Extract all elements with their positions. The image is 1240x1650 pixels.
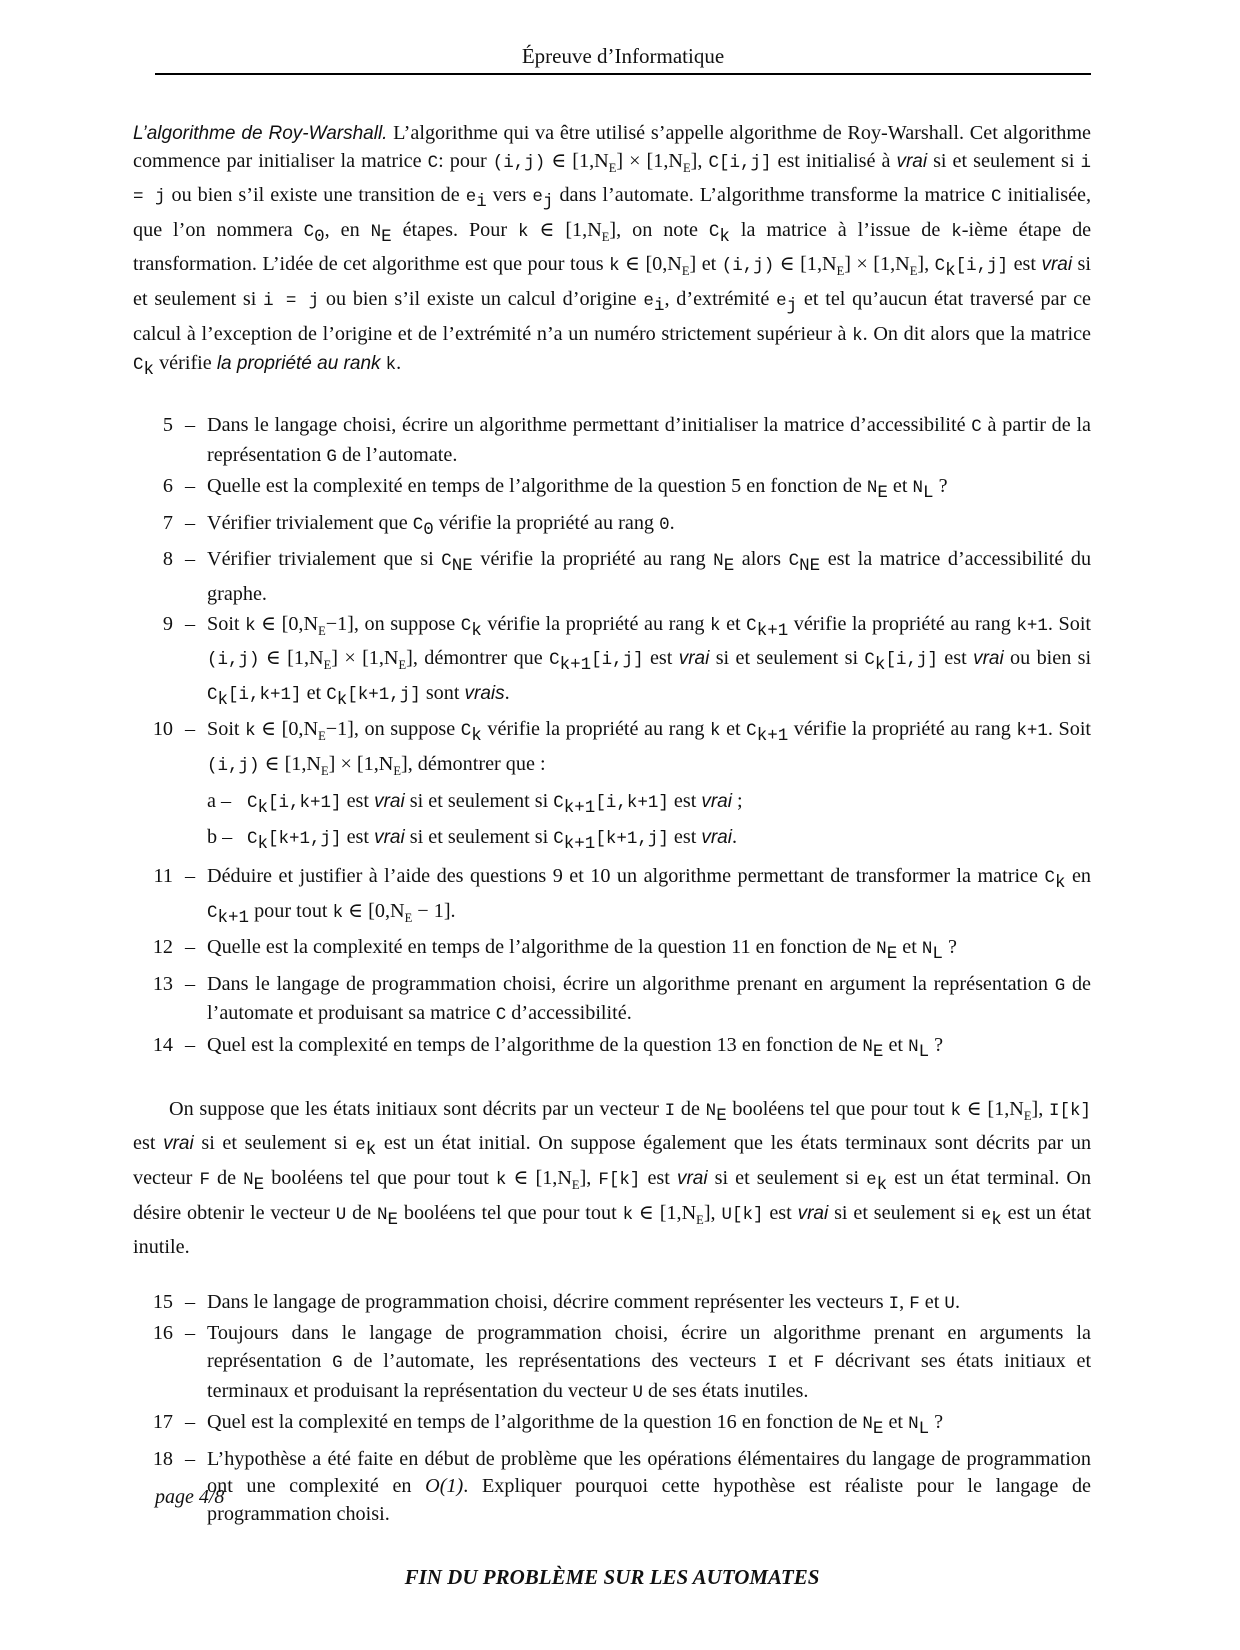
question-16: 16 – Toujours dans le langage de programmation choisi, écrire un algorithme prenant en arguments la représentation G de l’automate, les représentations des vecteurs I et F décrivant ses états initiaux et terminaux et produisant la représentation du vecteur U de ses états inutiles. <box>152 1322 1092 1403</box>
question-10: 10 – Soit k ∈ $[0,N_E-1]$, on suppose $C_k$ vérifie la propriété au rang k et $C_{k+1}$ vérifie la propriété au rang k+1. Soit (i,j) ∈ $[1,N_E] \times [1,N_E]$, démontrer que : a – $C_k[i,k+1]$ est vrai si et seulement si $C_{k+1}[i,k+1]$ est vrai ; b – $C_k[k+1,j]$ est vrai si et seulement si $C_{k+1}[k+1,j]$ est vrai. <box>133 716 1091 861</box>
intro-paragraph: L’algorithme de Roy-Warshall. L’algorithme qui va être utilisé s’appelle algorithme de Roy-Warshall. Cet algorithme commence par initialiser la matrice C: pour (i,j) ∈ $[1,N_E] \times [1,N_E]$, C[i,j] est initialisé à vrai si et seulement si i = j ou bien s’il existe une transition de $e_i$ vers $e_j$ dans l’automate. L’algorithme transforme la matrice C initialisée, que l’on nommera $C_0$, en $N_E$ étapes. Pour k ∈ $[1,N_E]$, on note $C_k$ la matrice à l’issue de k-ième étape de transformation. L’idée de cet algorithme est que pour tous k ∈ $[0,N_E]$ et (i,j) ∈ $[1,N_E] \times [1,N_E]$, $C_k[i,j]$ est vrai si et seulement si i = j ou bien s’il existe un calcul d’origine $e_i$, d’extrémité $e_j$ et tel qu’aucun état traversé par ce calcul à l’exception de l’origine et de l’extrémité n’a un numéro strictement supérieur à k. On dit alors que la matrice $C_k$ vérifie la propriété au rank k. <box>133 122 1092 381</box>
header-rule <box>155 73 1091 75</box>
question-14: 14 – Quel est la complexité en temps de l’algorithme de la question 13 en fonction de $N_E$ et $N_L$ ? <box>152 1034 944 1063</box>
question-10-a: a – $C_k[i,k+1]$ est vrai si et seulement si $C_{k+1}[i,k+1]$ est vrai ; <box>207 789 743 818</box>
question-12: 12 – Quelle est la complexité en temps de l’algorithme de la question 11 en fonction de $N_E$ et $N_L$ ? <box>152 936 957 965</box>
question-13: 13 – Dans le langage de programmation choisi, écrire un algorithme prenant en argument la représentation G de l’automate et produisant sa matrice C d’accessibilité. <box>152 972 1092 1026</box>
question-8: 8 – Vérifier trivialement que si $C_{NE}$ vérifie la propriété au rang $N_E$ alors $C_{NE}$ est la matrice d’accessibilité du graphe. <box>162 548 1092 605</box>
question-7: 7 – Vérifier trivialement que $C_0$ vérifie la propriété au rang 0. <box>162 511 675 540</box>
question-18: 18 – L’hypothèse a été faite en début de problème que les opérations élémentaires du langage de programmation ont une complexité en O(1). Expliquer pourquoi cette hypothèse est réaliste pour le langage de programmation choisi. <box>152 1447 1092 1525</box>
question-10-b: b – $C_k[k+1,j]$ est vrai si et seulement si $C_{k+1}[k+1,j]$ est vrai. <box>207 826 738 855</box>
end-of-problem-heading: FIN DU PROBLÈME SUR LES AUTOMATES <box>404 1564 820 1589</box>
question-17: 17 – Quel est la complexité en temps de l’algorithme de la question 16 en fonction de $N_E$ et $N_L$ ? <box>152 1411 944 1440</box>
page-number: page 4/8 <box>155 1486 225 1508</box>
question-11: 11 – Déduire et justifier à l’aide des questions 9 et 10 un algorithme permettant de transformer la matrice $C_k$ en $C_{k+1}$ pour tout k ∈ $[0,N_E - 1]$. <box>153 864 1092 928</box>
vectors-paragraph: On suppose que les états initiaux sont décrits par un vecteur I de $N_E$ booléens tel que pour tout k ∈ $[1,N_E]$, I[k] est vrai si et seulement si $e_k$ est un état initial. On suppose également que les états terminaux sont décrits par un vecteur F de $N_E$ booléens tel que pour tout k ∈ $[1,N_E]$, F[k] est vrai si et seulement si $e_k$ est un état terminal. On désire obtenir le vecteur U de $N_E$ booléens tel que pour tout k ∈ $[1,N_E]$, U[k] est vrai si et seulement si $e_k$ est un état inutile. <box>133 1097 1092 1259</box>
question-5: 5 – Dans le langage choisi, écrire un algorithme permettant d’initialiser la matrice d’accessibilité C à partir de la représentation G de l’automate. <box>162 413 1092 467</box>
question-15: 15 – Dans le langage de programmation choisi, décrire comment représenter les vecteurs I, F et U. <box>152 1290 960 1314</box>
question-6: 6 – Quelle est la complexité en temps de l’algorithme de la question 5 en fonction de $N_E$ et $N_L$ ? <box>162 475 948 504</box>
page-content <box>133 120 1091 1591</box>
page-header-title: Épreuve d’Informatique <box>521 44 725 68</box>
question-9: 9 – Soit k ∈ $[0,N_E-1]$, on suppose $C_k$ vérifie la propriété au rang k et $C_{k+1}$ vérifie la propriété au rang k+1. Soit (i,j) ∈ $[1,N_E] \times [1,N_E]$, démontrer que $C_{k+1}[i,j]$ est vrai si et seulement si $C_k[i,j]$ est vrai ou bien si $C_k[i,k+1]$ et $C_k[k+1,j]$ sont vrais. <box>162 612 1092 710</box>
